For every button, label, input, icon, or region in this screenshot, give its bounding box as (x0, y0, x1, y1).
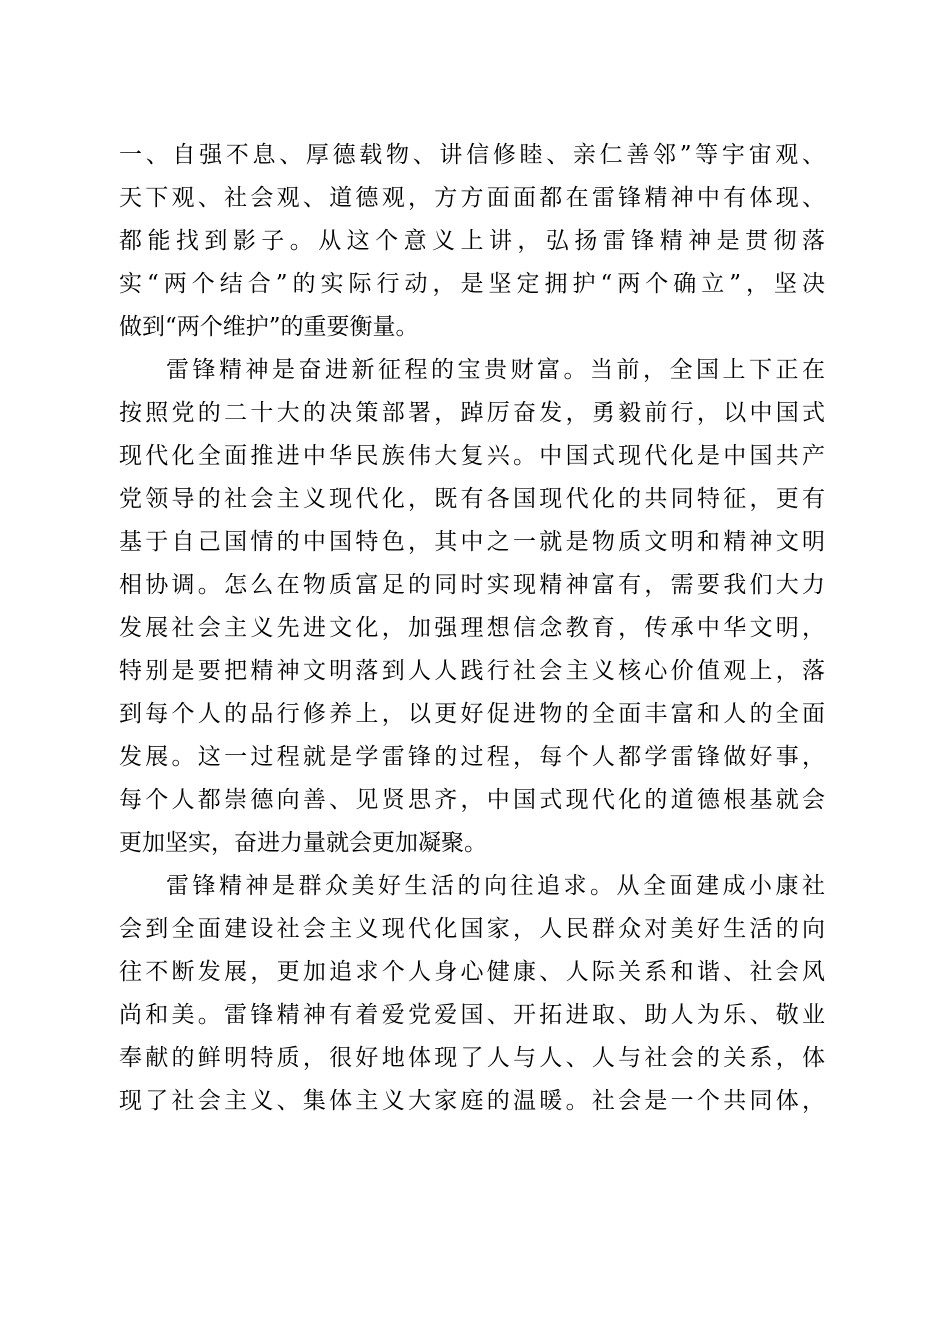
paragraph (119, 349, 825, 865)
text-line: 往不断发展，更加追求个人身心健康、人际关系和谐、社会风 (119, 959, 825, 985)
text-line: 天下观、社会观、道德观，方方面面都在雷锋精神中有体现、 (119, 185, 825, 211)
paragraph (119, 134, 825, 349)
text-line: 发展社会主义先进文化，加强理想信念教育，传承中华文明， (119, 615, 825, 641)
text-line: 尚和美。雷锋精神有着爱党爱国、开拓进取、助人为乐、敬业 (119, 1002, 825, 1028)
text-line: 雷锋精神是群众美好生活的向往追求。从全面建成小康社 (166, 873, 825, 899)
text-line: 相协调。怎么在物质富足的同时实现精神富有，需要我们大力 (119, 572, 825, 598)
text-line: 做到“两个维护”的重要衡量。 (119, 314, 419, 340)
text-line: 更加坚实，奋进力量就会更加凝聚。 (119, 830, 487, 856)
text-line: 都能找到影子。从这个意义上讲，弘扬雷锋精神是贯彻落 (119, 228, 825, 254)
text-line: 会到全面建设社会主义现代化国家，人民群众对美好生活的向 (119, 916, 825, 942)
text-line: 每个人都崇德向善、见贤思齐，中国式现代化的道德根基就会 (119, 787, 825, 813)
text-line: 党领导的社会主义现代化，既有各国现代化的共同特征，更有 (119, 486, 825, 512)
text-line: 雷锋精神是奋进新征程的宝贵财富。当前，全国上下正在 (166, 357, 825, 383)
paragraph (119, 865, 825, 1123)
text-line: 发展。这一过程就是学雷锋的过程，每个人都学雷锋做好事， (119, 744, 825, 770)
text-line: 现了社会主义、集体主义大家庭的温暖。社会是一个共同体， (119, 1088, 825, 1114)
text-line: 到每个人的品行修养上，以更好促进物的全面丰富和人的全面 (119, 701, 825, 727)
text-line: 实“两个结合”的实际行动，是坚定拥护“两个确立”，坚决 (119, 271, 825, 297)
text-line: 基于自己国情的中国特色，其中之一就是物质文明和精神文明 (119, 529, 825, 555)
text-line: 一、自强不息、厚德载物、讲信修睦、亲仁善邻”等宇宙观、 (119, 142, 825, 168)
text-line: 现代化全面推进中华民族伟大复兴。中国式现代化是中国共产 (119, 443, 825, 469)
text-line: 按照党的二十大的决策部署，踔厉奋发，勇毅前行，以中国式 (119, 400, 825, 426)
text-line: 特别是要把精神文明落到人人践行社会主义核心价值观上，落 (119, 658, 825, 684)
document-body (119, 134, 825, 1123)
text-line: 奉献的鲜明特质，很好地体现了人与人、人与社会的关系，体 (119, 1045, 825, 1071)
